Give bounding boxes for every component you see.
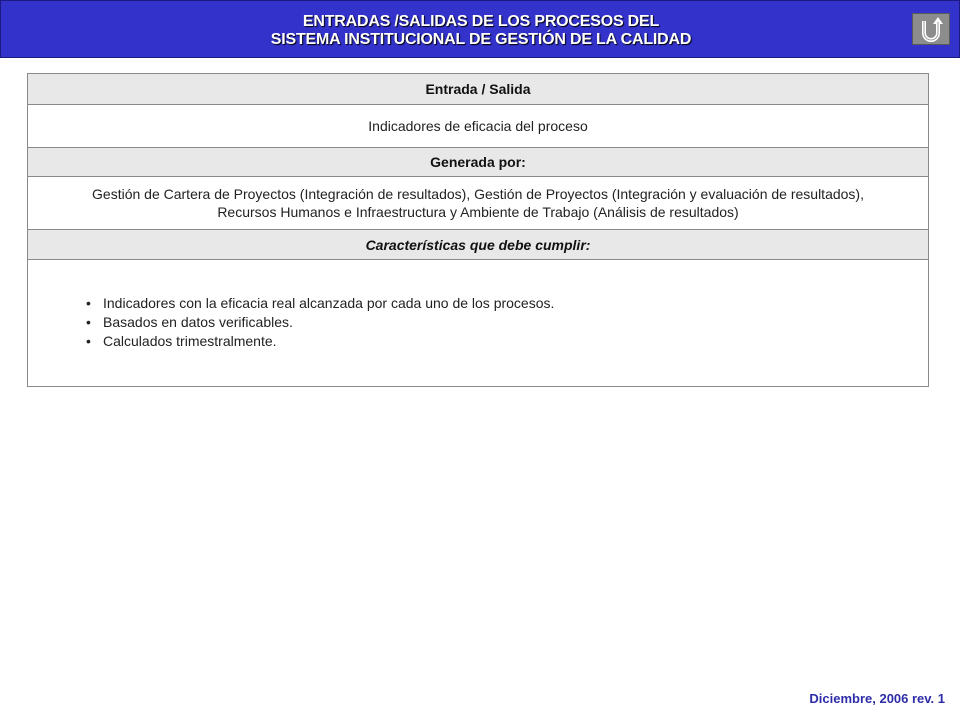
title-line-1: ENTRADAS /SALIDAS DE LOS PROCESOS DEL — [302, 13, 660, 30]
caracteristicas-value — [28, 260, 929, 387]
generada-por-line-2: Recursos Humanos e Infraestructura y Ambiente de Trabajo (Análisis de resultados) — [217, 204, 739, 220]
generada-por-header: Generada por: — [28, 148, 929, 177]
caracteristicas-list — [28, 260, 928, 351]
entrada-salida-header: Entrada / Salida — [28, 74, 929, 105]
revision-footer: Diciembre, 2006 rev. 1 — [809, 691, 945, 706]
generada-por-line-1: Gestión de Cartera de Proyectos (Integración de resultados), Gestión de Proyectos (Integración y evaluación de resultados), — [92, 186, 864, 202]
u-turn-back-icon — [913, 14, 949, 44]
list-item: • Indicadores con la eficacia real alcanzada por cada uno de los procesos. — [86, 294, 928, 313]
page-title — [1, 13, 960, 49]
list-item: • Calculados trimestralmente. — [86, 332, 928, 351]
caracteristicas-header: Características que debe cumplir: — [28, 230, 929, 260]
title-line-2: SISTEMA INSTITUCIONAL DE GESTIÓN DE LA CALIDAD — [270, 31, 692, 48]
generada-por-value — [28, 177, 929, 230]
title-banner — [0, 0, 960, 58]
entrada-salida-value: Indicadores de eficacia del proceso — [28, 105, 929, 148]
list-item: • Basados en datos verificables. — [86, 313, 928, 332]
back-button[interactable] — [912, 13, 950, 45]
process-table — [27, 73, 929, 387]
